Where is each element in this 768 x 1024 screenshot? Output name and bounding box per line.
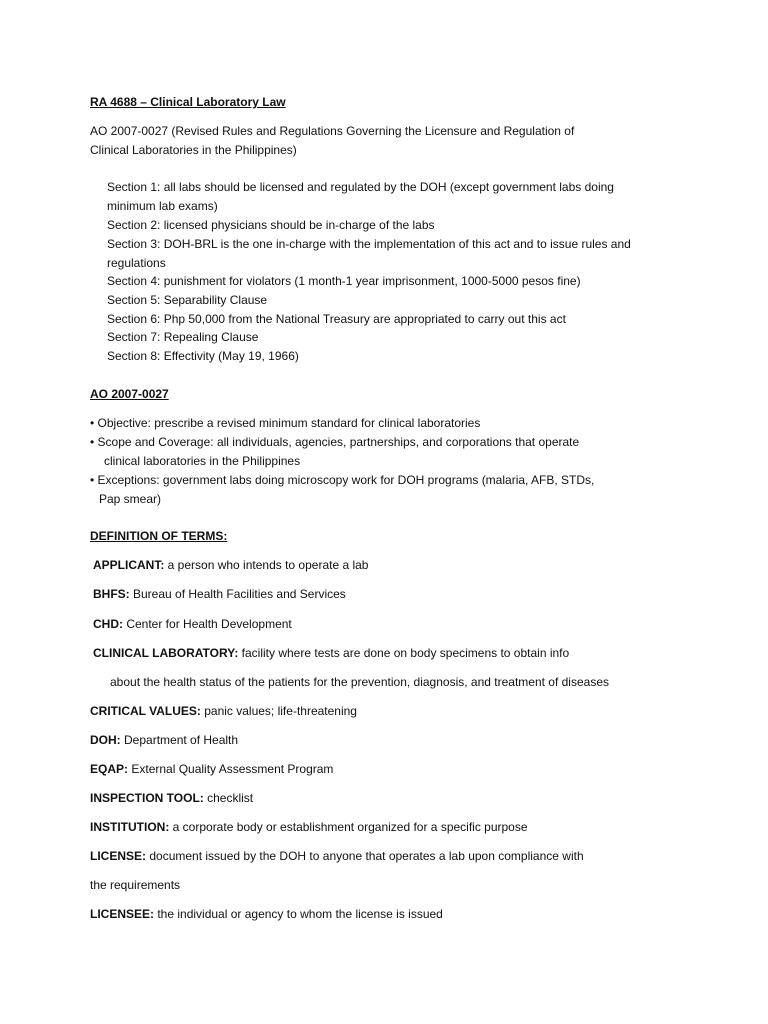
section-line: Section 5: Separability Clause	[107, 293, 268, 307]
bullet-item: Pap smear)	[99, 492, 162, 506]
bullet-item: • Objective: prescribe a revised minimum standard for clinical laboratories	[90, 416, 481, 430]
term-label: BHFS:	[93, 587, 130, 601]
heading-definition-of-terms: DEFINITION OF TERMS:	[90, 529, 228, 543]
term-definition: a person who intends to operate a lab	[164, 558, 369, 572]
term-definition: document issued by the DOH to anyone that operates a lab upon compliance with	[146, 849, 584, 863]
term-row	[93, 557, 368, 573]
heading-ao-2007-0027: AO 2007-0027	[90, 387, 169, 401]
term-row	[90, 819, 528, 835]
term-label: LICENSEE:	[90, 907, 155, 921]
intro-line: AO 2007-0027 (Revised Rules and Regulations Governing the Licensure and Regulation of	[90, 124, 575, 138]
term-definition: Bureau of Health Facilities and Services	[129, 587, 346, 601]
term-row	[90, 877, 180, 893]
section-line: Section 4: punishment for violators (1 month-1 year imprisonment, 1000-5000 pesos fine)	[107, 274, 581, 288]
section-line: Section 3: DOH-BRL is the one in-charge with the implementation of this act and to issue rules and	[107, 237, 631, 251]
term-row	[90, 848, 584, 864]
term-row	[110, 674, 609, 690]
section-line: Section 8: Effectivity (May 19, 1966)	[107, 349, 299, 363]
bullet-item: • Scope and Coverage: all individuals, agencies, partnerships, and corporations that operate	[90, 435, 580, 449]
term-row	[90, 790, 253, 806]
section-line: Section 7: Repealing Clause	[107, 330, 259, 344]
term-label: DOH:	[90, 733, 121, 747]
term-definition: the requirements	[90, 878, 181, 892]
term-definition: a corporate body or establishment organized for a specific purpose	[169, 820, 528, 834]
heading-ra4688: RA 4688 – Clinical Laboratory Law	[90, 95, 286, 109]
term-label: EQAP:	[90, 762, 129, 776]
term-row	[90, 703, 357, 719]
term-row	[90, 906, 443, 922]
term-label: CRITICAL VALUES:	[90, 704, 201, 718]
term-row	[93, 586, 346, 602]
term-row	[93, 645, 569, 661]
section-line: regulations	[107, 256, 166, 270]
term-definition: Center for Health Development	[123, 617, 292, 631]
bullet-item: • Exceptions: government labs doing microscopy work for DOH programs (malaria, AFB, STDs,	[90, 473, 595, 487]
section-line: Section 2: licensed physicians should be in-charge of the labs	[107, 218, 435, 232]
term-label: CLINICAL LABORATORY:	[93, 646, 239, 660]
bullet-item: clinical laboratories in the Philippines	[104, 454, 301, 468]
section-line: Section 6: Php 50,000 from the National Treasury are appropriated to carry out this act	[107, 312, 566, 326]
term-row	[90, 732, 238, 748]
term-row	[90, 761, 333, 777]
section-line: Section 1: all labs should be licensed and regulated by the DOH (except government labs doing	[107, 180, 614, 194]
term-label: INSPECTION TOOL:	[90, 791, 204, 805]
intro-line: Clinical Laboratories in the Philippines)	[90, 143, 297, 157]
term-label: APPLICANT:	[93, 558, 165, 572]
term-definition: facility where tests are done on body specimens to obtain info	[238, 646, 570, 660]
term-definition: panic values; life-threatening	[200, 704, 357, 718]
term-label: LICENSE:	[90, 849, 147, 863]
term-definition: about the health status of the patients for the prevention, diagnosis, and treatment of diseases	[110, 675, 609, 689]
term-label: INSTITUTION:	[90, 820, 170, 834]
term-definition: checklist	[203, 791, 254, 805]
term-row	[93, 616, 292, 632]
term-definition: Department of Health	[120, 733, 239, 747]
term-label: CHD:	[93, 617, 123, 631]
section-line: minimum lab exams)	[107, 199, 218, 213]
term-definition: External Quality Assessment Program	[128, 762, 334, 776]
term-definition: the individual or agency to whom the license is issued	[154, 907, 443, 921]
